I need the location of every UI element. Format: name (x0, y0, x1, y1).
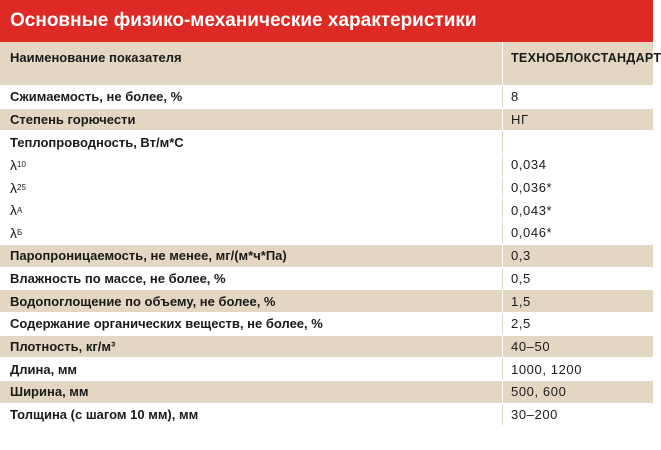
row-value: 0,046* (502, 222, 652, 244)
row-name (10, 154, 26, 176)
row-name: Степень горючести (10, 112, 136, 128)
row-value: 0,5 (502, 268, 652, 290)
row-value: 0,036* (502, 177, 652, 199)
row-value: 1,5 (502, 290, 652, 312)
row-value: 40–50 (502, 336, 652, 358)
table-row (0, 177, 653, 200)
table-row (0, 358, 653, 381)
row-name: Теплопроводность, Вт/м*С (10, 134, 184, 150)
table-row (0, 109, 653, 132)
table-row (0, 245, 653, 268)
row-value: 0,034 (502, 154, 652, 176)
lambda-symbol: λ (10, 156, 17, 173)
row-name: Плотность, кг/м³ (10, 338, 116, 354)
table-row (0, 268, 653, 291)
row-name: Водопоглощение по объему, не более, % (10, 293, 276, 309)
row-value: 0,043* (502, 199, 652, 221)
lambda-symbol: λ (10, 179, 17, 196)
row-name: Ширина, мм (10, 384, 89, 400)
table-row (0, 313, 653, 336)
lambda-symbol: λ (10, 202, 17, 219)
table-row (0, 290, 653, 313)
row-name: Сжимаемость, не более, % (10, 89, 183, 105)
lambda-subscript: А (17, 205, 23, 215)
row-value: 1000, 1200 (502, 358, 652, 380)
row-value: 30–200 (502, 404, 652, 426)
row-name (10, 222, 22, 244)
row-name (10, 177, 26, 199)
row-value: 8 (502, 86, 652, 108)
row-name: Длина, мм (10, 361, 78, 377)
row-value: 2,5 (502, 313, 652, 335)
table-row (0, 131, 653, 154)
table-title: Основные физико-механические характеристики (0, 0, 653, 42)
table-row (0, 86, 653, 109)
table-row (0, 199, 653, 222)
table-row (0, 222, 653, 245)
table-header (0, 42, 661, 86)
lambda-subscript: Б (17, 228, 23, 238)
table-row (0, 381, 653, 404)
lambda-subscript: 25 (17, 183, 26, 193)
row-value: 500, 600 (502, 381, 652, 403)
row-name (10, 199, 22, 221)
lambda-symbol: λ (10, 224, 17, 241)
row-value: 0,3 (502, 245, 652, 267)
header-value-line2: СТАНДАРТ (591, 51, 661, 65)
header-value (502, 42, 661, 85)
row-name: Толщина (с шагом 10 мм), мм (10, 406, 199, 422)
table-row (0, 336, 653, 359)
row-name: Содержание органических веществ, не более, % (10, 316, 323, 332)
table-row (0, 154, 653, 177)
header-value-line1: ТЕХНОБЛОК (511, 51, 592, 65)
row-name: Паропроницаемость, не менее, мг/(м*ч*Па) (10, 248, 287, 264)
lambda-subscript: 10 (17, 160, 26, 170)
row-value (502, 131, 652, 153)
characteristics-table (0, 42, 661, 426)
row-name: Влажность по массе, не более, % (10, 270, 226, 286)
header-name: Наименование показателя (10, 50, 182, 65)
table-row (0, 404, 653, 427)
row-value: НГ (502, 109, 652, 131)
